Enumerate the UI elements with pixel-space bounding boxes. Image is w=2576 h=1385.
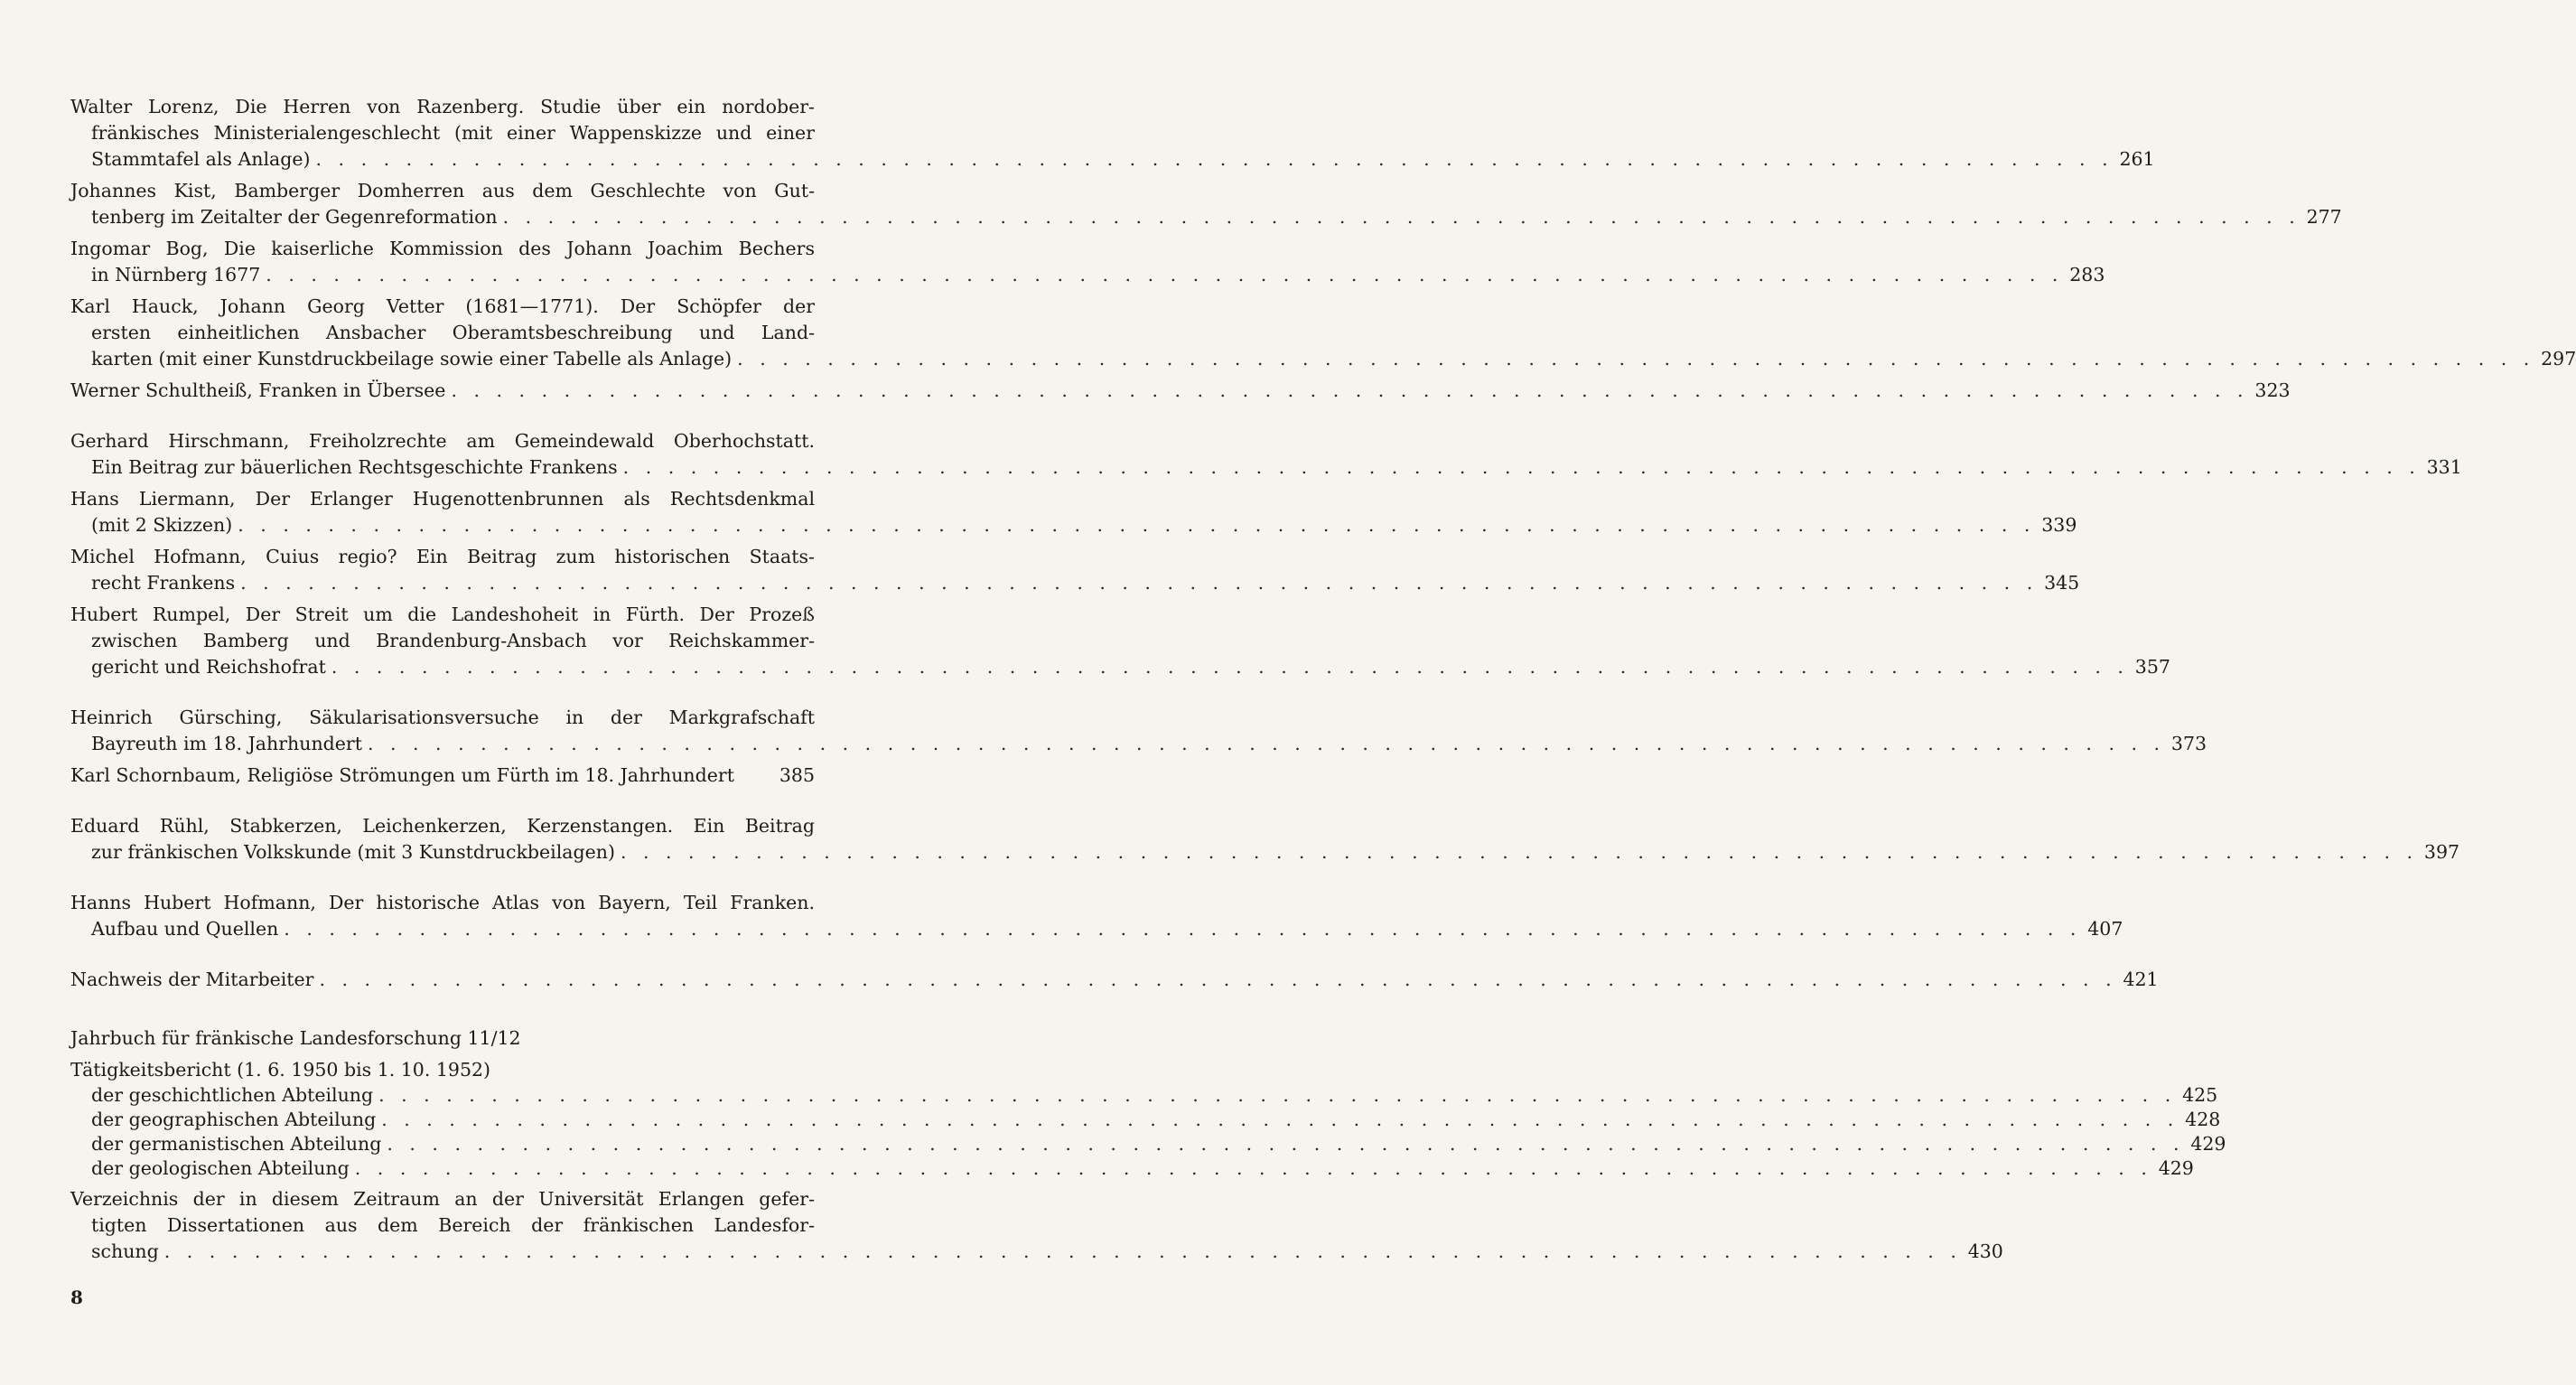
- toc-entry-line: tigten Dissertationen aus dem Bereich der fränkischen Landesfor-: [91, 1214, 815, 1236]
- toc-entry-line: ersten einheitlichen Ansbacher Oberamtsbeschreibung und Land-: [91, 322, 815, 343]
- jahrbuch-heading: [70, 1025, 815, 1052]
- toc-entry-line: Hanns Hubert Hofmann, Der historische Atlas von Bayern, Teil Franken.: [70, 892, 815, 913]
- toc-entry-title: karten (mit einer Kunstdruckbeilage sowie einer Tabelle als Anlage): [91, 348, 733, 370]
- jahrbuch-heading-text: Jahrbuch für fränkische Landesforschung 11/12: [70, 1027, 521, 1049]
- department-label: der geologischen Abteilung: [91, 1157, 350, 1179]
- toc-entry-line: Johannes Kist, Bamberger Domherren aus dem Geschlechte von Gut-: [70, 180, 815, 201]
- toc-entry-line: Hubert Rumpel, Der Streit um die Landeshoheit in Fürth. Der Prozeß: [70, 604, 815, 625]
- toc-entry-last-line: [70, 570, 2080, 596]
- toc-group-4: [70, 813, 2460, 866]
- dot-leader: . . . . . . . . . . . . . . . . . . . . . . . . . . . . . . . . . . . . . . . . . . . . . . . . . . . . . . . . . . . . . . . . . . . . . . . . . . . . . . . .: [315, 148, 2114, 170]
- toc-entry: [70, 705, 2207, 757]
- dot-leader: . . . . . . . . . . . . . . . . . . . . . . . . . . . . . . . . . . . . . . . . . . . . . . . . . . . . . . . . . . . . . . . . . . . . . . . . . . . . . . . .: [266, 264, 2064, 285]
- toc-entry-line: Karl Hauck, Johann Georg Vetter (1681—1771). Der Schöpfer der: [70, 295, 815, 317]
- toc-page-number: 345: [2044, 572, 2080, 594]
- toc-page-number: 385: [779, 764, 815, 786]
- toc-entry: [70, 763, 815, 789]
- toc-entry-title: recht Frankens: [91, 572, 236, 594]
- toc-page-number: 429: [2190, 1133, 2226, 1155]
- dot-leader: . . . . . . . . . . . . . . . . . . . . . . . . . . . . . . . . . . . . . . . . . . . . . . . . . . . . . . . . . . . . . . . . . . . . . . . . . . . . . . . .: [319, 969, 2117, 990]
- toc-entry: [70, 428, 2462, 481]
- toc-page-number: 428: [2185, 1109, 2221, 1130]
- toc-page-number: 425: [2182, 1084, 2218, 1106]
- toc-entry-last-line: [70, 916, 2123, 942]
- toc-entry-line: Ingomar Bog, Die kaiserliche Kommission des Johann Joachim Bechers: [70, 238, 815, 259]
- table-of-contents: [70, 94, 2576, 1270]
- toc-entry-line: Eduard Rühl, Stabkerzen, Leichenkerzen, Kerzenstangen. Ein Beitrag: [70, 815, 815, 837]
- dot-leader: . . . . . . . . . . . . . . . . . . . . . . . . . . . . . . . . . . . . . . . . . . . . . . . . . . . . . . . . . . . . . . . . . . . . . . . . . . . . . . . .: [381, 1109, 2179, 1130]
- toc-entry-title: Aufbau und Quellen: [91, 918, 279, 940]
- department-list: [70, 1083, 2226, 1181]
- toc-entry-last-line: [70, 378, 2291, 404]
- toc-entry-line: Hans Liermann, Der Erlanger Hugenottenbrunnen als Rechtsdenkmal: [70, 488, 815, 510]
- toc-entry-last-line: [70, 967, 2159, 993]
- toc-entry-last-line: [70, 146, 2155, 173]
- toc-entry-last-line: [70, 262, 2105, 288]
- toc-page-number: 297: [2541, 348, 2576, 370]
- toc-page-number: 283: [2069, 264, 2105, 285]
- dot-leader: . . . . . . . . . . . . . . . . . . . . . . . . . . . . . . . . . . . . . . . . . . . . . . . . . . . . . . . . . . . . . . . . . . . . . . . . . . . . . . . .: [502, 206, 2301, 228]
- toc-group-6: [70, 967, 2159, 993]
- toc-entry-title: zur fränkischen Volkskunde (mit 3 Kunstdruckbeilagen): [91, 841, 615, 863]
- jahrbuch-section: [70, 1025, 2226, 1265]
- toc-page-number: 429: [2158, 1157, 2194, 1179]
- toc-entry-title: Ein Beitrag zur bäuerlichen Rechtsgeschichte Frankens: [91, 456, 618, 478]
- toc-entry: [70, 544, 2080, 596]
- report-title-text: Tätigkeitsbericht (1. 6. 1950 bis 1. 10. 1952): [70, 1059, 491, 1081]
- toc-entry-last-line: [70, 512, 2077, 538]
- toc-entry-last-line: [70, 346, 2576, 372]
- toc-page-number: 357: [2134, 656, 2170, 678]
- toc-page-number: 339: [2041, 514, 2077, 536]
- toc-entry: [70, 890, 2123, 942]
- dot-leader: . . . . . . . . . . . . . . . . . . . . . . . . . . . . . . . . . . . . . . . . . . . . . . . . . . . . . . . . . . . . . . . . . . . . . . . . . . . . . . . .: [387, 1133, 2185, 1155]
- dot-leader: . . . . . . . . . . . . . . . . . . . . . . . . . . . . . . . . . . . . . . . . . . . . . . . . . . . . . . . . . . . . . . . . . . . . . . . . . . . . . . . .: [620, 841, 2419, 863]
- toc-entry-line: Verzeichnis der in diesem Zeitraum an der Universität Erlangen gefer-: [70, 1188, 815, 1210]
- dot-leader: . . . . . . . . . . . . . . . . . . . . . . . . . . . . . . . . . . . . . . . . . . . . . . . . . . . . . . . . . . . . . . . . . . . . . . . . . . . . . . . .: [367, 733, 2166, 754]
- dot-leader: . . . . . . . . . . . . . . . . . . . . . . . . . . . . . . . . . . . . . . . . . . . . . . . . . . . . . . . . . . . . . . . . . . . . . . . . . . . . . . . .: [163, 1240, 1962, 1262]
- toc-entry: [70, 178, 2342, 230]
- dot-leader: . . . . . . . . . . . . . . . . . . . . . . . . . . . . . . . . . . . . . . . . . . . . . . . . . . . . . . . . . . . . . . . . . . . . . . . . . . . . . . . .: [240, 572, 2039, 594]
- toc-entry-title: (mit 2 Skizzen): [91, 514, 233, 536]
- toc-entry: [70, 236, 2105, 288]
- toc-group-2: [70, 428, 2462, 680]
- toc-entry-line: Walter Lorenz, Die Herren von Razenberg. Studie über ein nordober-: [70, 96, 815, 117]
- dot-leader: . . . . . . . . . . . . . . . . . . . . . . . . . . . . . . . . . . . . . . . . . . . . . . . . . . . . . . . . . . . . . . . . . . . . . . . . . . . . . . . .: [354, 1157, 2152, 1179]
- toc-page-number: 430: [1967, 1240, 2003, 1262]
- dot-leader: . . . . . . . . . . . . . . . . . . . . . . . . . . . . . . . . . . . . . . . . . . . . . . . . . . . . . . . . . . . . . . . . . . . . . . . . . . . . . . . .: [284, 918, 2082, 940]
- toc-entry: [70, 967, 2159, 993]
- toc-entry-title: Stammtafel als Anlage): [91, 148, 311, 170]
- report-title: [70, 1057, 815, 1083]
- dot-leader: . . . . . . . . . . . . . . . . . . . . . . . . . . . . . . . . . . . . . . . . . . . . . . . . . . . . . . . . . . . . . . . . . . . . . . . . . . . . . . . .: [331, 656, 2129, 678]
- toc-group-1: [70, 94, 2576, 404]
- department-label: der geschichtlichen Abteilung: [91, 1084, 374, 1106]
- toc-entry-last-line: [70, 763, 815, 789]
- toc-entry-title: Nachweis der Mitarbeiter: [70, 969, 314, 990]
- toc-entry-line: Heinrich Gürsching, Säkularisationsversuche in der Markgrafschaft: [70, 707, 815, 728]
- toc-entry-last-line: [70, 454, 2462, 481]
- department-item: [70, 1156, 2194, 1181]
- toc-entry-title: tenberg im Zeitalter der Gegenreformation: [91, 206, 498, 228]
- toc-page-number: 323: [2254, 379, 2291, 401]
- toc-entry-title: in Nürnberg 1677: [91, 264, 261, 285]
- toc-page-number: 261: [2119, 148, 2155, 170]
- department-label: der germanistischen Abteilung: [91, 1133, 382, 1155]
- dot-leader: . . . . . . . . . . . . . . . . . . . . . . . . . . . . . . . . . . . . . . . . . . . . . . . . . . . . . . . . . . . . . . . . . . . . . . . . . . . . . . . .: [238, 514, 2036, 536]
- toc-entry: [70, 94, 2155, 173]
- toc-entry-title: gericht und Reichshofrat: [91, 656, 326, 678]
- toc-page-number: 407: [2087, 918, 2123, 940]
- toc-entry-last-line: [70, 654, 2170, 680]
- toc-entry-line: Michel Hofmann, Cuius regio? Ein Beitrag zum historischen Staats-: [70, 546, 815, 567]
- toc-entry: [70, 486, 2077, 538]
- toc-group-3: [70, 705, 2207, 789]
- toc-entry: [70, 294, 2576, 372]
- toc-page-number: 331: [2426, 456, 2462, 478]
- toc-page-number: 277: [2306, 206, 2342, 228]
- toc-entry-title: Karl Schornbaum, Religiöse Strömungen um Fürth im 18. Jahrhundert: [70, 764, 734, 786]
- toc-entry: [70, 602, 2170, 680]
- page-number: 8: [70, 1287, 83, 1308]
- toc-entry-title: Bayreuth im 18. Jahrhundert: [91, 733, 362, 754]
- toc-entry-line: zwischen Bamberg und Brandenburg-Ansbach vor Reichskammer-: [91, 630, 815, 651]
- dot-leader: . . . . . . . . . . . . . . . . . . . . . . . . . . . . . . . . . . . . . . . . . . . . . . . . . . . . . . . . . . . . . . . . . . . . . . . . . . . . . . . .: [737, 348, 2535, 370]
- toc-entry-line: fränkisches Ministerialengeschlecht (mit einer Wappenskizze und einer: [91, 122, 815, 144]
- department-item: [70, 1108, 2221, 1132]
- department-label: der geographischen Abteilung: [91, 1109, 377, 1130]
- department-item: [70, 1132, 2226, 1156]
- toc-group-5: [70, 890, 2123, 942]
- toc-entry-line: Gerhard Hirschmann, Freiholzrechte am Gemeindewald Oberhochstatt.: [70, 430, 815, 452]
- toc-entry-last-line: [70, 204, 2342, 230]
- toc-entry-last-line: [70, 1239, 2003, 1265]
- dot-leader: . . . . . . . . . . . . . . . . . . . . . . . . . . . . . . . . . . . . . . . . . . . . . . . . . . . . . . . . . . . . . . . . . . . . . . . . . . . . . . . .: [451, 379, 2249, 401]
- toc-page-number: 421: [2123, 969, 2159, 990]
- toc-entry-title: Werner Schultheiß, Franken in Übersee: [70, 379, 446, 401]
- toc-entry-last-line: [70, 839, 2460, 866]
- department-item: [70, 1083, 2218, 1108]
- dot-leader: . . . . . . . . . . . . . . . . . . . . . . . . . . . . . . . . . . . . . . . . . . . . . . . . . . . . . . . . . . . . . . . . . . . . . . . . . . . . . . . .: [378, 1084, 2177, 1106]
- toc-entry: [70, 813, 2460, 866]
- toc-entry-title: schung: [91, 1240, 159, 1262]
- toc-entry: [70, 1186, 2003, 1265]
- toc-entry: [70, 378, 2291, 404]
- toc-page-number: 373: [2170, 733, 2207, 754]
- dot-leader: . . . . . . . . . . . . . . . . . . . . . . . . . . . . . . . . . . . . . . . . . . . . . . . . . . . . . . . . . . . . . . . . . . . . . . . . . . . . . . . .: [622, 456, 2421, 478]
- toc-page-number: 397: [2423, 841, 2460, 863]
- dissertations-entry: [70, 1186, 2003, 1265]
- toc-entry-last-line: [70, 731, 2207, 757]
